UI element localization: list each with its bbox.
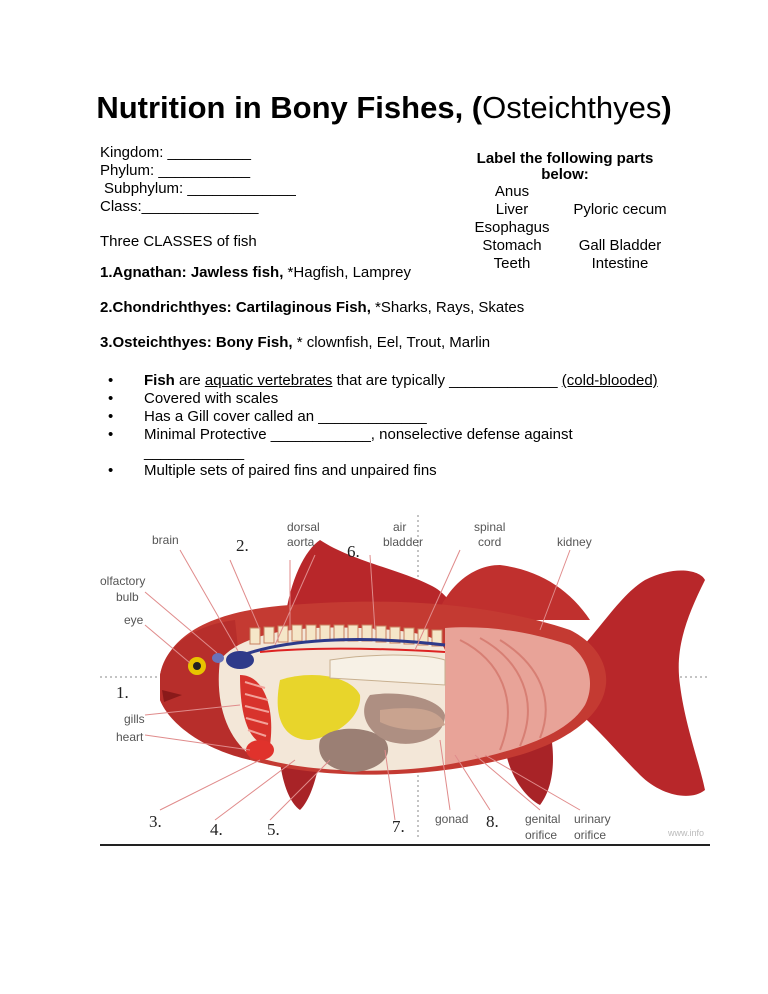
- fish-traits-list: [108, 372, 658, 480]
- fish-anatomy-diagram: [100, 510, 710, 850]
- label-stomach: Stomach: [482, 237, 542, 254]
- label-gonad: gonad: [435, 812, 469, 826]
- label-heading-2: below:: [541, 166, 589, 183]
- label-brain: brain: [152, 533, 179, 547]
- label-dorsal-aorta-1: dorsal: [287, 520, 320, 534]
- label-dorsal-aorta-2: aorta: [287, 535, 315, 549]
- blank-number-2: 2.: [236, 536, 249, 555]
- brain: [226, 651, 254, 669]
- classes-heading: Three CLASSES of fish: [100, 233, 257, 250]
- class-osteichthyes: 3.Osteichthyes: Bony Fish, * clownfish, Eel, Trout, Marlin: [100, 334, 491, 351]
- label-teeth: Teeth: [493, 255, 531, 272]
- label-esophagus: Esophagus: [474, 219, 550, 236]
- blank-number-3: 3.: [149, 812, 162, 831]
- list-item: • Covered with scales: [108, 390, 658, 408]
- kingdom-field: Kingdom: __________: [100, 144, 251, 161]
- label-heart: heart: [116, 730, 144, 744]
- watermark: www.info: [668, 828, 705, 838]
- blank-number-5: 5.: [267, 820, 280, 839]
- label-genital-orifice-1: genital: [525, 812, 561, 826]
- pupil: [193, 662, 201, 670]
- heart: [246, 740, 274, 760]
- label-liver: Liver: [495, 201, 529, 218]
- page-title: Nutrition in Bony Fishes, (Osteichthyes): [96, 90, 672, 125]
- list-item: • Multiple sets of paired fins and unpaired fins: [108, 462, 658, 480]
- olfactory-bulb: [212, 653, 224, 663]
- blank-number-1: 1.: [116, 683, 129, 702]
- label-olfactory-2: bulb: [116, 590, 139, 604]
- blank-number-8: 8.: [486, 812, 499, 831]
- class-chondrichthyes: 2.Chondrichthyes: Cartilaginous Fish, *Sharks, Rays, Skates: [100, 299, 525, 316]
- class-field: Class:______________: [100, 198, 259, 215]
- blank-number-7: 7.: [392, 817, 405, 836]
- label-genital-orifice-2: orifice: [525, 828, 558, 842]
- list-item: • Minimal Protective ____________, nonselective defense against ____________: [108, 426, 658, 462]
- label-anus: Anus: [494, 183, 530, 200]
- class-agnathan: 1.Agnathan: Jawless fish, *Hagfish, Lamprey: [100, 264, 411, 281]
- label-olfactory-1: olfactory: [100, 574, 146, 588]
- label-air-bladder-2: bladder: [383, 535, 424, 549]
- phylum-field: Phylum: ___________: [100, 162, 251, 179]
- label-heading-1: Label the following parts: [476, 150, 654, 167]
- label-pyloric-cecum: Pyloric cecum: [573, 201, 667, 218]
- blank-number-6: 6.: [347, 542, 360, 561]
- label-eye: eye: [124, 613, 144, 627]
- blank-number-4: 4.: [210, 820, 223, 839]
- label-spinal-cord-2: cord: [478, 535, 502, 549]
- muscle-section: [445, 627, 590, 765]
- label-gall-bladder: Gall Bladder: [578, 237, 662, 254]
- label-gills: gills: [124, 712, 145, 726]
- label-urinary-orifice-1: urinary: [574, 812, 611, 826]
- label-intestine: Intestine: [591, 255, 649, 272]
- list-item: • Fish are aquatic vertebrates that are typically _____________ (cold-blooded): [108, 372, 658, 390]
- subphylum-field: Subphylum: _____________: [104, 180, 296, 197]
- label-urinary-orifice-2: orifice: [574, 828, 607, 842]
- list-item: • Has a Gill cover called an _____________: [108, 408, 658, 426]
- label-kidney: kidney: [557, 535, 592, 549]
- label-air-bladder-1: air: [393, 520, 407, 534]
- label-spinal-cord-1: spinal: [474, 520, 506, 534]
